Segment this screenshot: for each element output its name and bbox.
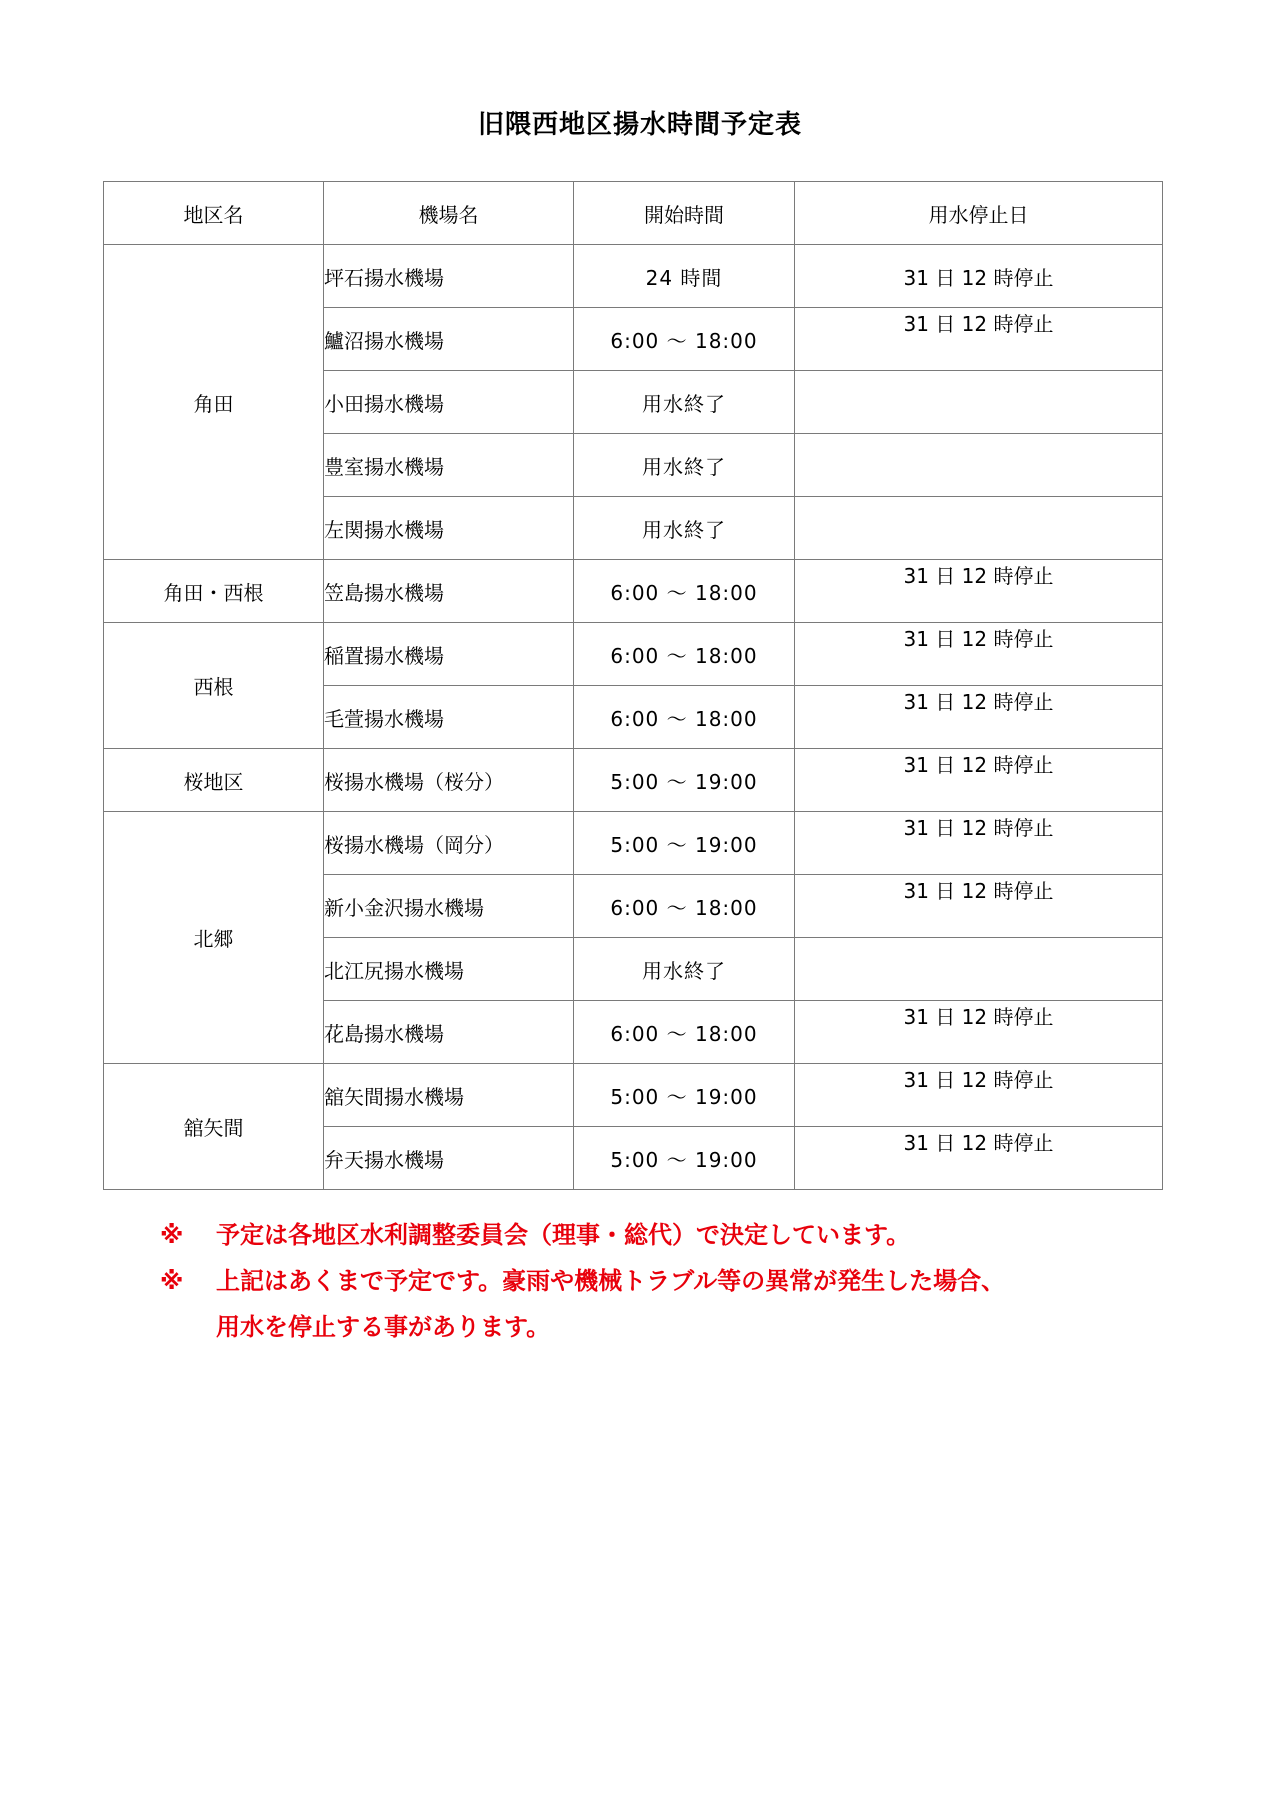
note-text: 上記はあくまで予定です。豪雨や機械トラブル等の異常が発生した場合、 bbox=[216, 1267, 1006, 1295]
stop-date-cell: 31 日 12 時停止 bbox=[795, 245, 1163, 308]
stop-date-cell: 31 日 12 時停止 bbox=[795, 308, 1163, 371]
table-row bbox=[104, 245, 1163, 308]
pump-schedule-table bbox=[103, 181, 1163, 1190]
stop-date-cell: 31 日 12 時停止 bbox=[795, 1064, 1163, 1127]
station-cell: 坪石揚水機場 bbox=[324, 245, 574, 308]
header-station: 機場名 bbox=[324, 182, 574, 245]
table-row bbox=[104, 749, 1163, 812]
station-cell: 新小金沢揚水機場 bbox=[324, 875, 574, 938]
start-time-cell: 6:00 ～ 18:00 bbox=[574, 686, 795, 749]
stop-date-cell: 31 日 12 時停止 bbox=[795, 749, 1163, 812]
stop-date-cell: 31 日 12 時停止 bbox=[795, 812, 1163, 875]
note-mark: ※ bbox=[160, 1267, 184, 1295]
page-title: 旧隈西地区揚水時間予定表 bbox=[477, 110, 802, 140]
stop-date-cell bbox=[795, 938, 1163, 1001]
header-stop-date: 用水停止日 bbox=[795, 182, 1163, 245]
district-cell: 桜地区 bbox=[104, 749, 324, 812]
table-row bbox=[104, 812, 1163, 875]
start-time-cell: 24 時間 bbox=[574, 245, 795, 308]
stop-date-cell: 31 日 12 時停止 bbox=[795, 623, 1163, 686]
start-time-cell: 5:00 ～ 19:00 bbox=[574, 1064, 795, 1127]
table-row bbox=[104, 560, 1163, 623]
stop-date-cell bbox=[795, 434, 1163, 497]
stop-date-cell bbox=[795, 497, 1163, 560]
station-cell: 左関揚水機場 bbox=[324, 497, 574, 560]
station-cell: 弁天揚水機場 bbox=[324, 1127, 574, 1190]
note-line bbox=[160, 1212, 1005, 1258]
table-row bbox=[104, 1064, 1163, 1127]
district-cell: 西根 bbox=[104, 623, 324, 749]
district-cell: 北郷 bbox=[104, 812, 324, 1064]
start-time-cell: 5:00 ～ 19:00 bbox=[574, 812, 795, 875]
station-cell: 北江尻揚水機場 bbox=[324, 938, 574, 1001]
stop-date-cell bbox=[795, 371, 1163, 434]
station-cell: 毛萱揚水機場 bbox=[324, 686, 574, 749]
start-time-cell: 5:00 ～ 19:00 bbox=[574, 749, 795, 812]
district-cell: 角田 bbox=[104, 245, 324, 560]
header-district: 地区名 bbox=[104, 182, 324, 245]
stop-date-cell: 31 日 12 時停止 bbox=[795, 560, 1163, 623]
start-time-cell: 用水終了 bbox=[574, 371, 795, 434]
note-text: 用水を停止する事があります。 bbox=[216, 1313, 551, 1341]
station-cell: 舘矢間揚水機場 bbox=[324, 1064, 574, 1127]
note-mark: ※ bbox=[160, 1221, 184, 1249]
stop-date-cell: 31 日 12 時停止 bbox=[795, 875, 1163, 938]
start-time-cell: 5:00 ～ 19:00 bbox=[574, 1127, 795, 1190]
notes-section bbox=[160, 1212, 1005, 1350]
start-time-cell: 6:00 ～ 18:00 bbox=[574, 623, 795, 686]
station-cell: 稲置揚水機場 bbox=[324, 623, 574, 686]
note-text: 予定は各地区水利調整委員会（理事・総代）で決定しています。 bbox=[216, 1221, 911, 1249]
station-cell: 桜揚水機場（桜分） bbox=[324, 749, 574, 812]
stop-date-cell: 31 日 12 時停止 bbox=[795, 1001, 1163, 1064]
district-cell: 舘矢間 bbox=[104, 1064, 324, 1190]
stop-date-cell: 31 日 12 時停止 bbox=[795, 686, 1163, 749]
table-header-row bbox=[104, 182, 1163, 245]
station-cell: 豊室揚水機場 bbox=[324, 434, 574, 497]
station-cell: 小田揚水機場 bbox=[324, 371, 574, 434]
station-cell: 鱸沼揚水機場 bbox=[324, 308, 574, 371]
start-time-cell: 用水終了 bbox=[574, 497, 795, 560]
start-time-cell: 6:00 ～ 18:00 bbox=[574, 560, 795, 623]
start-time-cell: 用水終了 bbox=[574, 938, 795, 1001]
note-line bbox=[160, 1258, 1005, 1304]
table-row bbox=[104, 623, 1163, 686]
note-line bbox=[160, 1304, 1005, 1350]
station-cell: 花島揚水機場 bbox=[324, 1001, 574, 1064]
start-time-cell: 6:00 ～ 18:00 bbox=[574, 875, 795, 938]
district-cell: 角田・西根 bbox=[104, 560, 324, 623]
header-start-time: 開始時間 bbox=[574, 182, 795, 245]
stop-date-cell: 31 日 12 時停止 bbox=[795, 1127, 1163, 1190]
station-cell: 笠島揚水機場 bbox=[324, 560, 574, 623]
start-time-cell: 用水終了 bbox=[574, 434, 795, 497]
station-cell: 桜揚水機場（岡分） bbox=[324, 812, 574, 875]
start-time-cell: 6:00 ～ 18:00 bbox=[574, 1001, 795, 1064]
start-time-cell: 6:00 ～ 18:00 bbox=[574, 308, 795, 371]
